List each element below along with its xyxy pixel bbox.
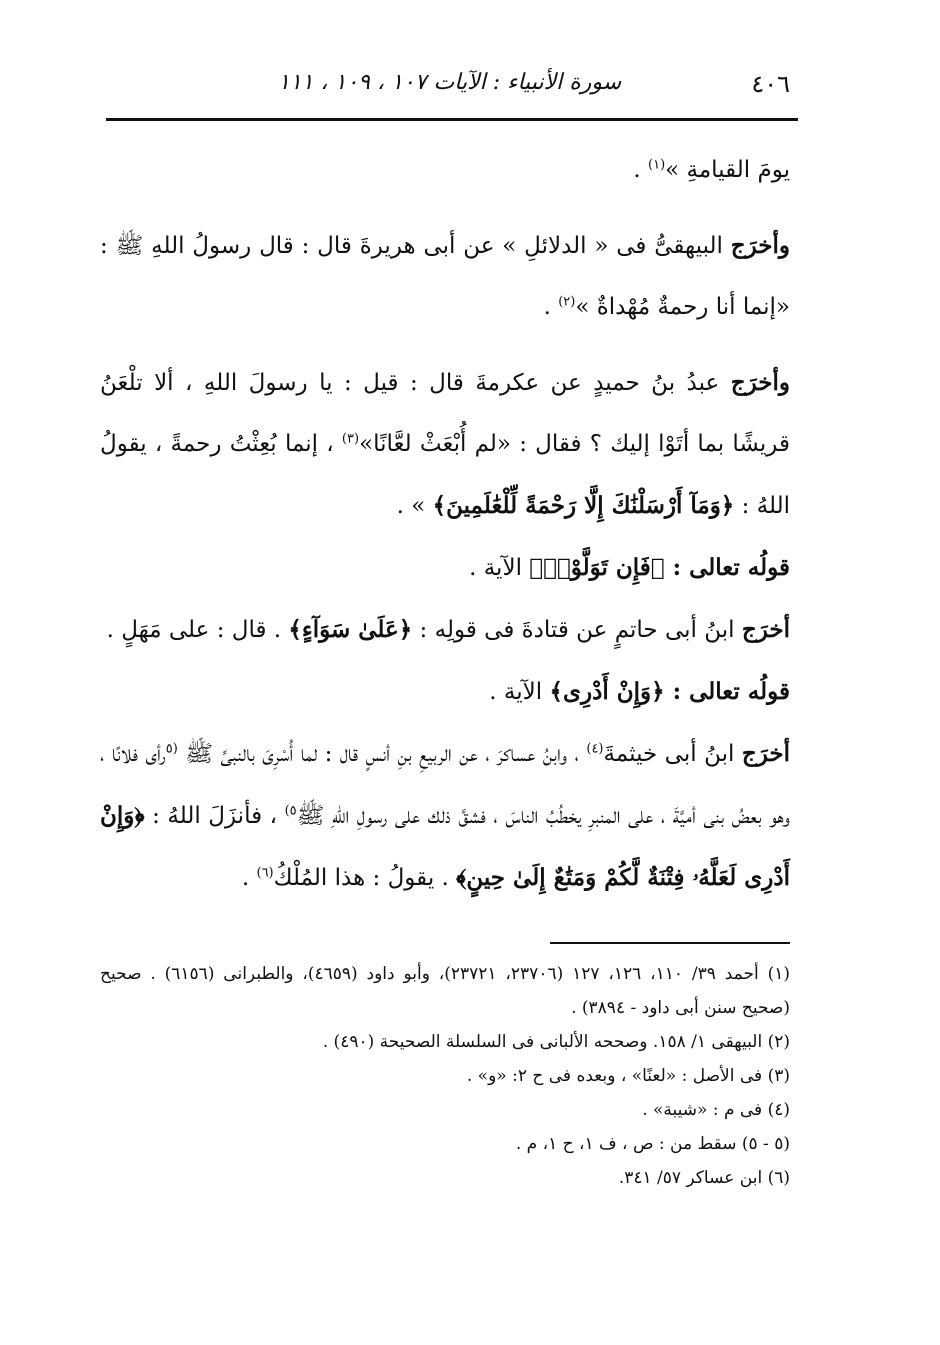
p7-text-a: ابنُ أبى خيثمةَ bbox=[603, 741, 742, 767]
p4-end: الآية . bbox=[469, 555, 530, 581]
p7-text-c: رأى فلانًا ، وهو بعضُ بنى أميَّةَ ، على المنبرِ يخطُبُ الناسَ ، فشقَّ ذلك على رسولِ اللهِ ﷺ bbox=[100, 741, 790, 829]
p5-end: . قال : على مَهَلٍ . bbox=[106, 617, 289, 643]
footnote-marker-2: (٢) bbox=[558, 294, 576, 310]
paragraph-1 bbox=[100, 140, 790, 201]
footnote-marker-1: (١) bbox=[648, 157, 666, 173]
paragraph-5 bbox=[100, 599, 790, 661]
p7-text-d: ، فأنزَلَ اللهُ : bbox=[144, 803, 285, 829]
page-number: ٤٠٦ bbox=[751, 70, 790, 98]
page-header bbox=[108, 66, 796, 106]
main-text bbox=[100, 140, 790, 909]
footnote-marker-6: (٦) bbox=[256, 865, 274, 881]
footnote-rule bbox=[550, 942, 790, 944]
p5-text: ابنُ أبى حاتمٍ عن قتادةَ فى قولِه : bbox=[412, 617, 742, 643]
quran-verse: ﴿وَإِنْ أَدْرِى لَعَلَّهُۥ فِتْنَةٌ لَّكُمْ وَمَتَٰعٌ إِلَىٰ حِينٍ﴾ bbox=[100, 802, 790, 891]
p6-lead: قولُه تعالى : bbox=[664, 678, 790, 705]
footnotes bbox=[100, 957, 790, 1195]
footnote-2: (٢) البيهقى ١/ ١٥٨. وصححه الألبانى فى السلسلة الصحيحة (٤٩٠) . bbox=[322, 1032, 790, 1052]
paragraph-6-heading bbox=[100, 661, 790, 723]
p3-lead: وأخرَج bbox=[730, 369, 790, 396]
paragraph-7 bbox=[100, 723, 790, 909]
quran-verse: ﴿عَلَىٰ سَوَآءٍ﴾ bbox=[288, 616, 413, 643]
paragraph-2 bbox=[100, 215, 790, 338]
header-rule bbox=[106, 118, 798, 121]
p7-text-b: ، وابنُ عساكرَ ، عن الربيعِ بنِ أنسٍ قال : لما أُسْرِىَ بالنبىِّ ﷺ bbox=[177, 741, 587, 767]
paragraph-4-heading bbox=[100, 537, 790, 599]
quran-verse: ﴿وَإِنْ أَدْرِى﴾ bbox=[549, 678, 665, 705]
quran-verse: ﴿فَإِن تَوَلَّوْا۟﴾ bbox=[529, 554, 665, 581]
footnote-marker-5-open: (٥ bbox=[165, 741, 178, 757]
footnote-marker-5-close: ٥) bbox=[284, 803, 297, 819]
running-title: سورة الأنبياء : الآيات ١٠٧ ، ١٠٩ ، ١١١ bbox=[278, 70, 622, 95]
paragraph-3 bbox=[100, 352, 790, 537]
p7-lead: أخرَج bbox=[741, 740, 790, 767]
p2-text: البيهقىُّ فى « الدلائلِ » عن أبى هريرةَ قال : قال رسولُ اللهِ ﷺ : «إنما أنا رحمةٌ مُهْداةٌ » bbox=[100, 233, 790, 320]
footnote-marker-3: (٣) bbox=[341, 431, 360, 447]
p2-lead: وأخرَج bbox=[730, 232, 790, 259]
footnote-1: (١) أحمد ٣٩/ ١١٠، ١٢٦، ١٢٧ (٢٣٧٠٦، ٢٣٧٢١)، وأبو داود (٤٦٥٩)، والطبرانى (٦١٥٦) . صحيح (صحيح سنن أبى داود - ٣٨٩٤) . bbox=[100, 964, 791, 1018]
footnote-4: (٤) فى م : «شيبة» . bbox=[642, 1100, 790, 1120]
p2-end: . bbox=[543, 294, 559, 320]
p5-lead: أخرَج bbox=[741, 616, 790, 643]
footnote-marker-4: (٤) bbox=[586, 741, 604, 757]
p7-end: . bbox=[241, 865, 257, 891]
footnote-5: (٥ - ٥) سقط من : ص ، ف ١، ح ١، م . bbox=[515, 1134, 790, 1154]
p3-text-a: عبدُ بنُ حميدٍ عن عكرمةَ قال : قيل : يا رسولَ اللهِ ، ألا تلْعَنُ قريشًا بما أتَوْا إليك ؟ فقال : «لم أُبْعَثْ لعَّانًا» bbox=[100, 370, 790, 457]
footnote-6: (٦) ابن عساكر ٥٧/ ٣٤١. bbox=[618, 1168, 790, 1188]
p3-end: » . bbox=[396, 493, 433, 519]
footnote-3: (٣) فى الأصل : «لعنًا» ، وبعده فى ح ٢: «و» . bbox=[466, 1066, 790, 1086]
p4-lead: قولُه تعالى : bbox=[664, 554, 790, 581]
p7-text-e: . يقولُ : هذا المُلْكُ bbox=[273, 865, 457, 891]
p1-text: يومَ القيامةِ » bbox=[665, 157, 790, 183]
p6-end: الآية . bbox=[489, 679, 550, 705]
p3-text-b: ، إنما بُعِثْتُ رحمةً ، يقولُ اللهُ : bbox=[100, 431, 790, 519]
quran-verse: ﴿وَمَآ أَرْسَلْنَٰكَ إِلَّا رَحْمَةً لِّلْعَٰلَمِينَ﴾ bbox=[432, 492, 735, 519]
p1-end: . bbox=[633, 157, 648, 183]
